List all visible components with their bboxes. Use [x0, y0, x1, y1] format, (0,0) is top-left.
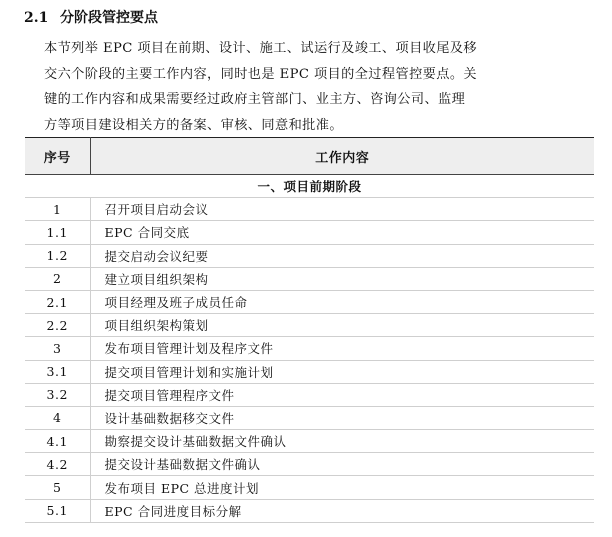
table-row	[25, 453, 594, 476]
table-row	[25, 383, 594, 406]
row-content: EPC 合同进度目标分解	[90, 499, 594, 522]
row-serial: 5	[25, 476, 90, 499]
row-serial: 2	[25, 267, 90, 290]
table-row	[25, 476, 594, 499]
row-serial: 1	[25, 198, 90, 221]
row-content: 发布项目管理计划及程序文件	[90, 337, 594, 360]
row-serial: 5.1	[25, 499, 90, 522]
row-content: 发布项目 EPC 总进度计划	[90, 476, 594, 499]
row-serial: 4.2	[25, 453, 90, 476]
table-row	[25, 244, 594, 267]
table-row	[25, 267, 594, 290]
row-content: 召开项目启动会议	[90, 198, 594, 221]
table-row	[25, 499, 594, 522]
row-content: 提交项目管理计划和实施计划	[90, 360, 594, 383]
table-row	[25, 406, 594, 429]
row-serial: 1.2	[25, 244, 90, 267]
paragraph-line: 键的工作内容和成果需要经过政府主管部门、业主方、咨询公司、监理	[44, 92, 466, 107]
row-content: EPC 合同交底	[90, 221, 594, 244]
row-content: 提交启动会议纪要	[90, 244, 594, 267]
table-row	[25, 221, 594, 244]
row-serial: 2.2	[25, 314, 90, 337]
table-row	[25, 198, 594, 221]
paragraph-line: 本节列举 EPC 项目在前期、设计、施工、试运行及竣工、项目收尾及移	[44, 41, 478, 56]
row-serial: 2.1	[25, 290, 90, 313]
section-title: 分阶段管控要点	[60, 10, 158, 26]
paragraph-line: 方等项目建设相关方的备案、审核、同意和批准。	[44, 117, 343, 133]
row-serial: 3	[25, 337, 90, 360]
paragraph-line: 交六个阶段的主要工作内容，同时也是 EPC 项目的全过程管控要点。关	[44, 66, 478, 82]
table-row	[25, 430, 594, 453]
row-content: 项目经理及班子成员任命	[90, 290, 594, 313]
row-content: 设计基础数据移交文件	[90, 406, 594, 429]
section-heading	[24, 7, 158, 27]
row-serial: 3.1	[25, 360, 90, 383]
row-content: 建立项目组织架构	[90, 267, 594, 290]
table-header-row	[25, 138, 594, 175]
phase-row	[25, 175, 594, 198]
header-serial: 序号	[25, 138, 90, 175]
section-number: 2.1	[24, 10, 49, 26]
row-serial: 1.1	[25, 221, 90, 244]
table-row	[25, 314, 594, 337]
phase-title: 一、项目前期阶段	[25, 175, 594, 198]
row-content: 提交设计基础数据文件确认	[90, 453, 594, 476]
header-content: 工作内容	[90, 138, 594, 175]
row-serial: 4.1	[25, 430, 90, 453]
work-content-table	[25, 137, 594, 523]
intro-paragraph	[44, 36, 592, 138]
row-serial: 4	[25, 406, 90, 429]
row-content: 勘察提交设计基础数据文件确认	[90, 430, 594, 453]
row-content: 提交项目管理程序文件	[90, 383, 594, 406]
table-row	[25, 360, 594, 383]
row-serial: 3.2	[25, 383, 90, 406]
table-row	[25, 290, 594, 313]
table-row	[25, 337, 594, 360]
row-content: 项目组织架构策划	[90, 314, 594, 337]
